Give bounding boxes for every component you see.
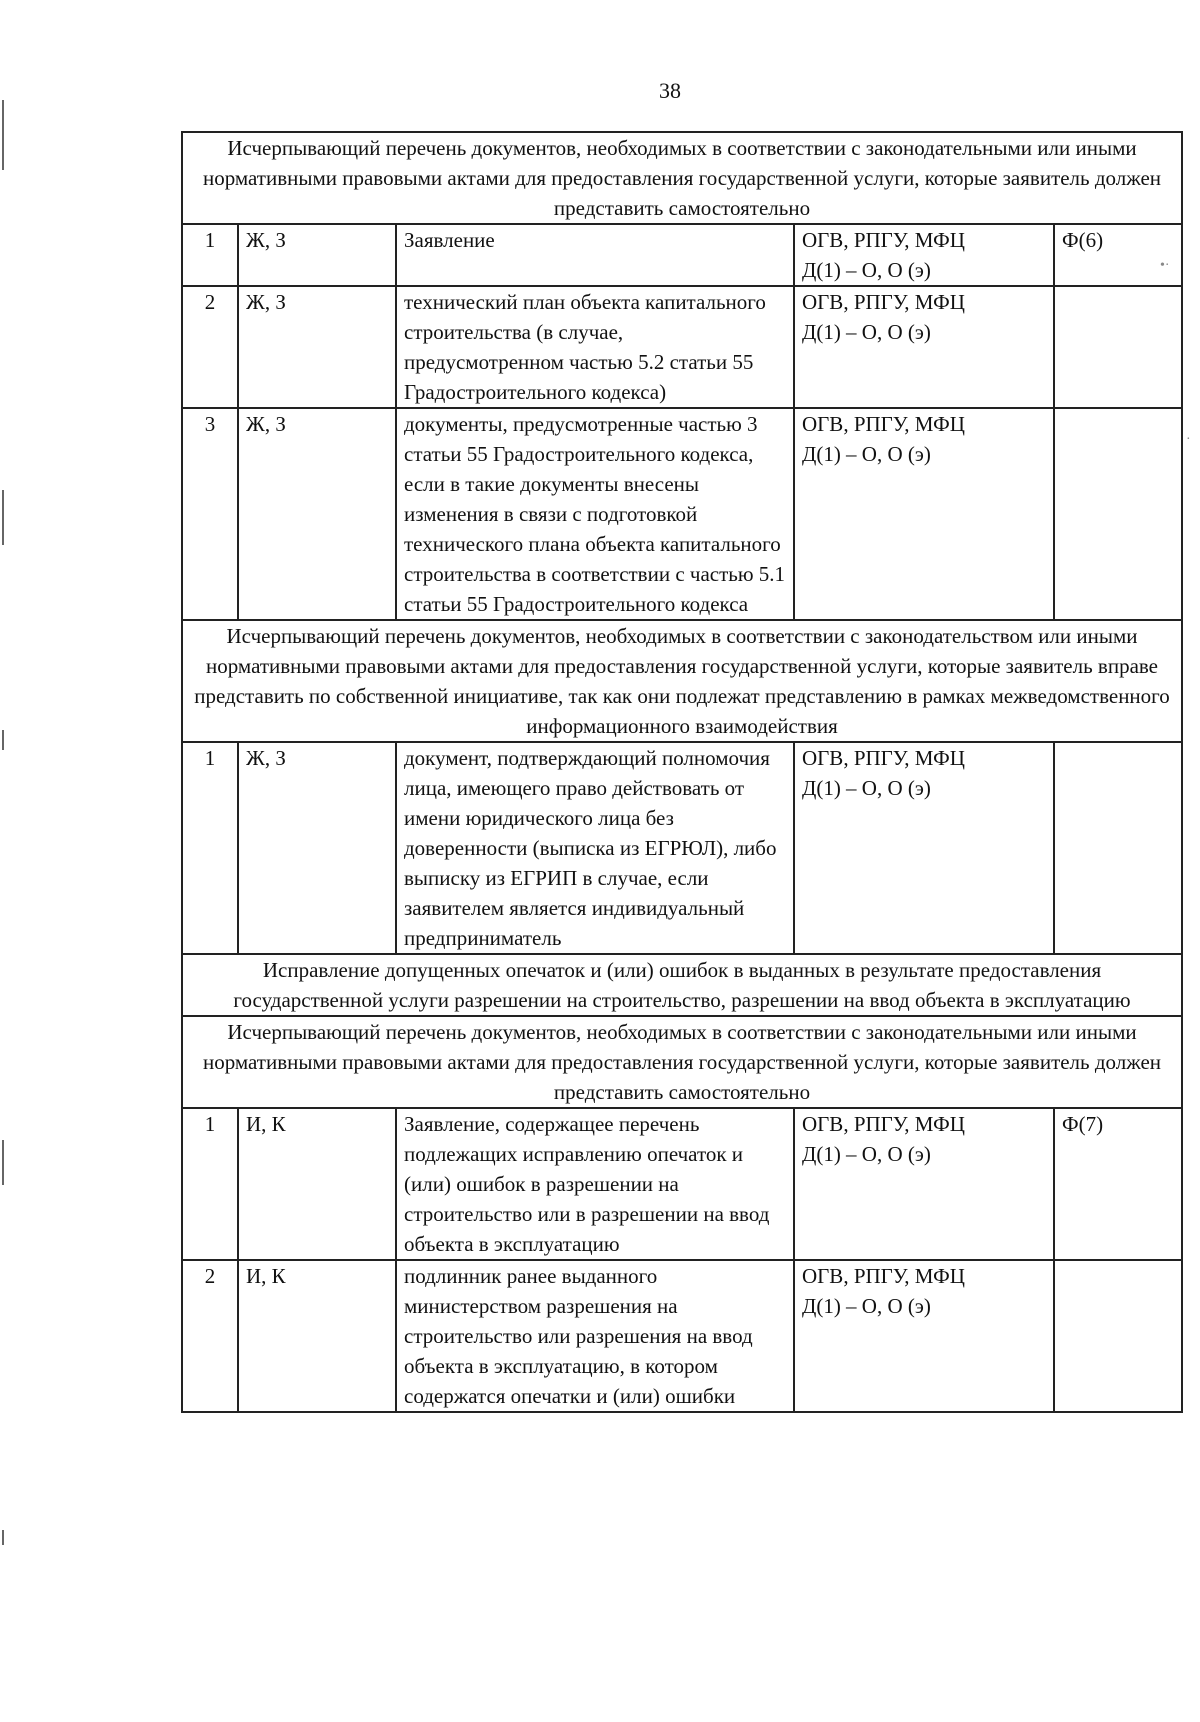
submission-form: Д(1) – О, О (э): [802, 442, 931, 466]
row-form-ref: [1054, 1260, 1182, 1412]
row-document: [396, 1108, 794, 1260]
row-submission: [794, 408, 1054, 620]
row-code: Ж, З: [238, 224, 396, 286]
scan-margin-mark: [2, 1530, 4, 1545]
row-code: Ж, З: [238, 286, 396, 408]
section-title: Исчерпывающий перечень документов, необходимых в соответствии с законодательными или иными нормативными правовыми актами для предоставления государственной услуги, которые заявитель должен представить самостоятельно: [182, 1016, 1182, 1108]
document-text: документ, подтверждающий полномочия лица, имеющего право действовать от имени юридического лица без доверенности (выписка из ЕГРЮЛ), либо выписку из ЕГРИП в случае, если заявителем является индивидуальный предприниматель: [404, 746, 777, 950]
row-number: 1: [182, 1108, 238, 1260]
scan-speck: •·: [1160, 258, 1170, 273]
document-text: технический план объекта капитального строительства (в случае, предусмотренном частью 5.2 статьи 55 Градостроительного кодекса): [404, 290, 766, 404]
scan-margin-mark: [2, 1140, 4, 1185]
row-number: 2: [182, 286, 238, 408]
row-document: [396, 224, 794, 286]
scan-margin-mark: [2, 730, 4, 750]
submission-channels: ОГВ, РПГУ, МФЦ: [802, 228, 965, 252]
submission-channels: ОГВ, РПГУ, МФЦ: [802, 746, 965, 770]
scan-speck: ·: [1186, 432, 1191, 447]
table-row: [182, 408, 1182, 620]
table-row: [182, 1108, 1182, 1260]
section-row: [182, 1016, 1182, 1108]
section-row: [182, 954, 1182, 1016]
table-row: [182, 286, 1182, 408]
row-submission: [794, 742, 1054, 954]
section-title: Исчерпывающий перечень документов, необходимых в соответствии с законодательными или иными нормативными правовыми актами для предоставления государственной услуги, которые заявитель должен представить самостоятельно: [182, 132, 1182, 224]
row-code: Ж, З: [238, 408, 396, 620]
row-form-ref: [1054, 742, 1182, 954]
document-text: документы, предусмотренные частью 3 статьи 55 Градостроительного кодекса, если в такие документы внесены изменения в связи с подготовкой технического плана объекта капитального строительства в соответствии с частью 5.1 статьи 55 Градостроительного кодекса: [404, 412, 786, 616]
section-row: [182, 132, 1182, 224]
submission-form: Д(1) – О, О (э): [802, 258, 931, 282]
section-title: Исчерпывающий перечень документов, необходимых в соответствии с законодательством или иными нормативными правовыми актами для предоставления государственной услуги, которые заявитель вправе представить по собственной инициативе, так как они подлежат представлению в рамках межведомственного информационного взаимодействия: [182, 620, 1182, 742]
scan-margin-mark: [2, 100, 4, 170]
row-document: [396, 408, 794, 620]
table-row: [182, 224, 1182, 286]
page-number: 38: [659, 78, 681, 103]
row-submission: [794, 286, 1054, 408]
row-submission: [794, 1108, 1054, 1260]
section-row: [182, 620, 1182, 742]
row-document: [396, 742, 794, 954]
row-submission: [794, 1260, 1054, 1412]
documents-table: [181, 131, 1183, 1413]
submission-channels: ОГВ, РПГУ, МФЦ: [802, 1112, 965, 1136]
submission-form: Д(1) – О, О (э): [802, 776, 931, 800]
submission-form: Д(1) – О, О (э): [802, 1142, 931, 1166]
row-document: [396, 1260, 794, 1412]
row-code: И, К: [238, 1108, 396, 1260]
document-text: подлинник ранее выданного министерством разрешения на строительство или разрешения на ввод объекта в эксплуатацию, в котором содержатся опечатки и (или) ошибки: [404, 1264, 753, 1408]
table-row: [182, 1260, 1182, 1412]
row-number: 2: [182, 1260, 238, 1412]
submission-channels: ОГВ, РПГУ, МФЦ: [802, 290, 965, 314]
row-number: 1: [182, 224, 238, 286]
row-form-ref: [1054, 408, 1182, 620]
submission-channels: ОГВ, РПГУ, МФЦ: [802, 1264, 965, 1288]
scan-margin-mark: [2, 490, 4, 545]
row-form-ref: Ф(7): [1054, 1108, 1182, 1260]
row-number: 3: [182, 408, 238, 620]
submission-form: Д(1) – О, О (э): [802, 1294, 931, 1318]
table-row: [182, 742, 1182, 954]
submission-form: Д(1) – О, О (э): [802, 320, 931, 344]
section-title: Исправление допущенных опечаток и (или) ошибок в выданных в результате предоставления государственной услуги разрешении на строительство, разрешении на ввод объекта в эксплуатацию: [182, 954, 1182, 1016]
row-submission: [794, 224, 1054, 286]
row-code: И, К: [238, 1260, 396, 1412]
row-document: [396, 286, 794, 408]
row-form-ref: Ф(6): [1054, 224, 1182, 286]
document-text: Заявление, содержащее перечень подлежащих исправлению опечаток и (или) ошибок в разрешении на строительство или в разрешении на ввод объекта в эксплуатацию: [404, 1112, 770, 1256]
row-form-ref: [1054, 286, 1182, 408]
submission-channels: ОГВ, РПГУ, МФЦ: [802, 412, 965, 436]
row-code: Ж, З: [238, 742, 396, 954]
document-text: Заявление: [404, 228, 495, 252]
row-number: 1: [182, 742, 238, 954]
